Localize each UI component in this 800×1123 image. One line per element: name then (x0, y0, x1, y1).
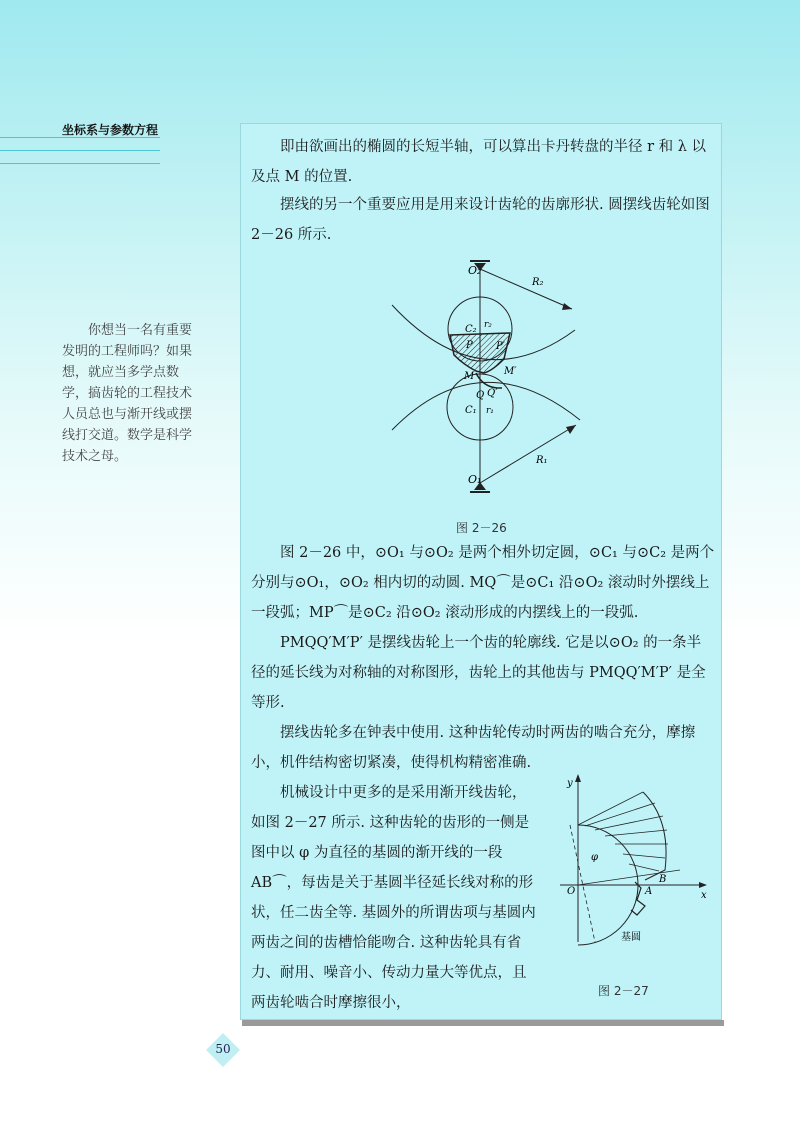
margin-note-line: 想，就应当多学点数 (62, 365, 180, 380)
margin-note (62, 320, 222, 467)
figure-2-27-caption: 图 2－27 (598, 984, 649, 998)
fan-line (629, 864, 659, 871)
figure-2-27 (555, 770, 715, 960)
label-B: B (659, 874, 667, 885)
label-C1: C₁ (465, 405, 477, 416)
margin-note-line: 你想当一名有重要 (88, 323, 193, 338)
radius-R2 (480, 269, 572, 309)
fan-line (605, 830, 667, 836)
fan-line (578, 792, 643, 825)
margin-note-line: 技术之母。 (62, 449, 128, 464)
label-R1: R₁ (536, 455, 548, 466)
label-Q: Q (476, 390, 485, 401)
arrowhead (566, 425, 576, 434)
figure-2-26 (380, 255, 595, 510)
diameter-line (570, 825, 595, 942)
label-A: A (645, 886, 653, 897)
label-O: O (567, 886, 576, 897)
label-Qp: Q′ (487, 388, 498, 399)
margin-note-line: 人员总也与渐开线或摆 (62, 407, 193, 422)
radius-R1 (480, 425, 576, 483)
paragraph-1: 即由欲画出的椭圆的长短半轴，可以算出卡丹转盘的半径 r 和 λ 以及点 M 的位置. (251, 139, 707, 185)
label-r1: r₁ (486, 406, 494, 416)
paragraph-3: 图 2－26 中，⊙O₁ 与⊙O₂ 是两个相外切定圆，⊙C₁ 与⊙C₂ 是两个分别与⊙O₁，⊙O₂ 相内切的动圆. MQ⌒是⊙C₁ 沿⊙O₂ 滚动时外摆线上一段弧；MP⌒是⊙C₂ 沿⊙O₂ 滚动形成的内摆线上的一段弧. (251, 545, 715, 621)
label-C2: C₂ (465, 324, 477, 335)
fan-line (585, 803, 655, 826)
paragraph-6: 机械设计中更多的是采用渐开线齿轮，如图 2－27 所示. 这种齿轮的齿形的一侧是图中以 φ 为直径的基圆的渐开线的一段 AB⌒，每齿是关于基圆半径延长线对称的形状，任二齿全等. 基圆外的所谓齿项与基圆内两齿之间的齿槽恰能吻合. 这种齿轮具有省力、耐用、噪音小、传动力量大等优点，且两齿轮啮合时摩擦很小， (251, 785, 536, 1011)
fan-line (595, 816, 663, 830)
header-rule (0, 150, 160, 151)
label-M: M (464, 371, 475, 382)
label-y: y (567, 778, 573, 789)
figure-2-26-caption: 图 2－26 (456, 521, 507, 535)
label-Pp: P′ (496, 341, 505, 352)
tooth-profile (450, 333, 510, 373)
margin-note-line: 线打交道。数学是科学 (62, 428, 193, 443)
margin-note-line: 发明的工程师吗？如果 (62, 344, 193, 359)
label-r2: r₂ (484, 320, 492, 330)
content-box-shadow (242, 1020, 724, 1026)
label-O1: O₁ (468, 473, 482, 486)
label-base-circle: 基圆 (621, 932, 641, 943)
margin-note-line: 学，搞齿轮的工程技术 (62, 386, 193, 401)
involute-curve (643, 792, 666, 880)
paragraph-4: PMQQ′M′P′ 是摆线齿轮上一个齿的轮廓线. 它是以⊙O₂ 的一条半径的延长线为对称轴的对称图形，齿轮上的其他齿与 PMQQ′M′P′ 是全等形. (251, 635, 706, 711)
running-head-title: 坐标系与参数方程 (62, 123, 159, 137)
label-phi: φ (591, 852, 599, 863)
paragraph-2: 摆线的另一个重要应用是用来设计齿轮的齿廓形状. 圆摆线齿轮如图 2－26 所示. (251, 197, 710, 243)
paragraph-5: 摆线齿轮多在钟表中使用. 这种齿轮传动时两齿的啮合充分，摩擦小，机件结构密切紧凑，使得机构精密准确. (251, 725, 696, 771)
y-axis-arrow (575, 774, 581, 782)
x-axis-arrow (699, 882, 707, 888)
header-rule (0, 137, 160, 138)
label-Mp: M′ (504, 366, 517, 377)
label-P: P (466, 340, 473, 351)
page-number: 50 (215, 1042, 231, 1056)
label-O2: O₂ (468, 264, 482, 277)
label-R2: R₂ (532, 277, 544, 288)
arrowhead (562, 303, 572, 310)
header-rule (0, 163, 160, 164)
fan-line (623, 854, 665, 858)
label-x: x (701, 890, 707, 901)
